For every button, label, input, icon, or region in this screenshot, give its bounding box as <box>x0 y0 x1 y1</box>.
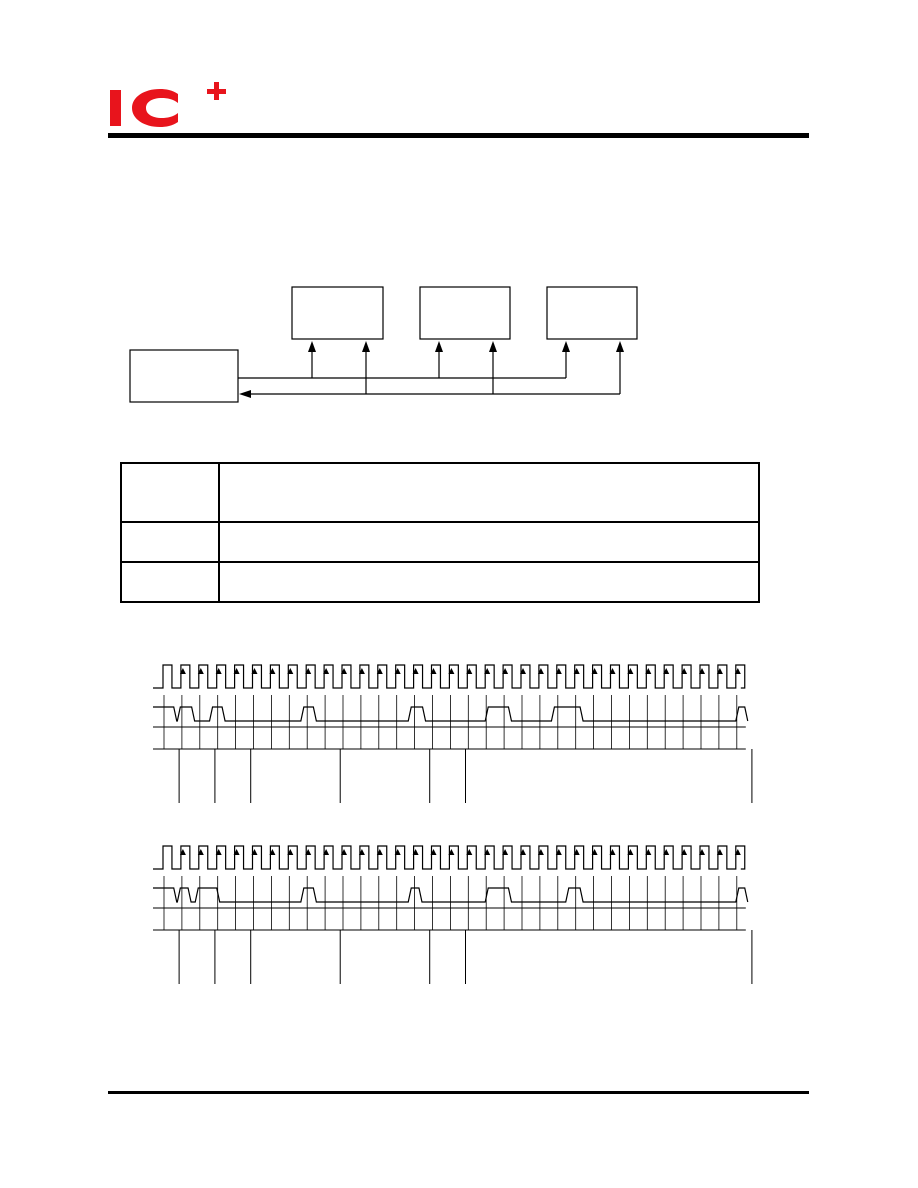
footer-rule <box>108 1091 809 1094</box>
write-frame-mdc-waveform <box>153 846 745 869</box>
read-frame-mdc-waveform <box>153 665 745 688</box>
